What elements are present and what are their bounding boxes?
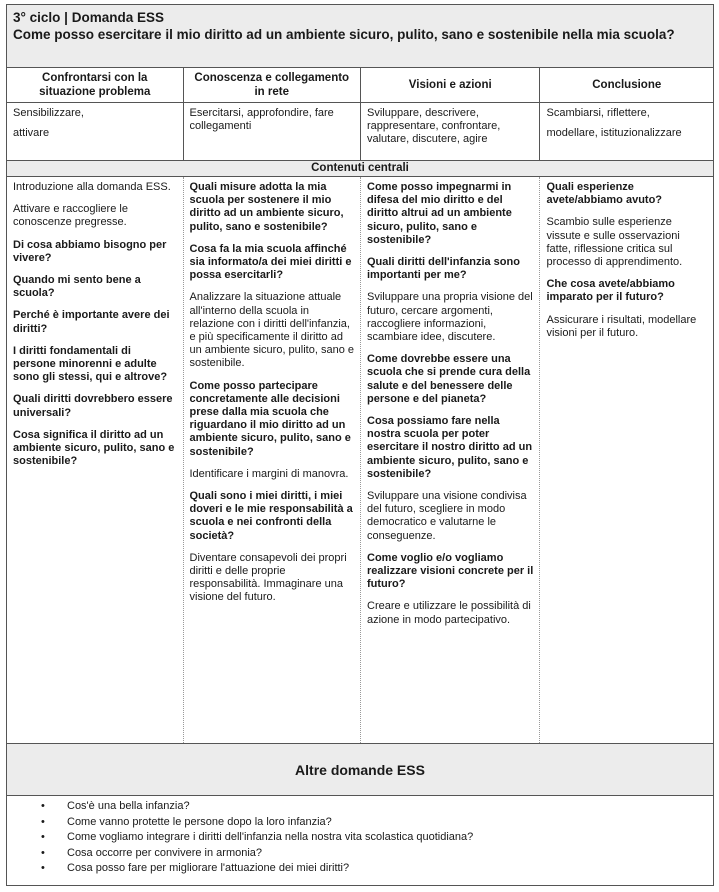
list-item (7, 799, 713, 815)
list-item-text: Cos'è una bella infanzia? (67, 800, 190, 812)
guiding-question: Come voglio e/o vogliamo realizzare visioni concrete per il futuro? (367, 551, 534, 591)
list-item-text: Cosa occorre per convivere in armonia? (67, 846, 263, 859)
content-columns (6, 177, 714, 743)
contenuti-centrali-label: Contenuti centrali (6, 161, 714, 177)
content-text: Sviluppare una visione condivisa del futuro, scegliere in modo democratico e valutarne le conseguenze. (367, 490, 527, 542)
guiding-question: Come posso impegnarmi in difesa del mio diritto e del diritto altrui ad un ambiente sicuro, pulito, sano e sostenibile? (367, 181, 512, 246)
list-item-text: Come vanno protette le persone dopo la loro infanzia? (67, 815, 332, 828)
bullet-icon: • (41, 862, 45, 875)
cycle-title: 3° ciclo | Domanda ESS (13, 10, 164, 25)
content-column-2 (184, 177, 362, 743)
phase-action-text: modellare, istituzionalizzare (546, 127, 682, 139)
content-text: Assicurare i risultati, modellare visioni per il futuro. (546, 313, 697, 339)
title-block (6, 4, 714, 67)
content-text: Scambio sulle esperienze vissute e sulle osservazioni fatte, riflessione critica sul processo di apprendimento. (546, 216, 683, 269)
content-text: Analizzare la situazione attuale all'interno della scuola in relazione con i diritti dell'infanzia, e più specificamente il diritto ad un ambiente sicuro, pulito, sano e sostenibile. (189, 291, 354, 370)
guiding-question: Quali sono i miei diritti, i miei doveri e le mie responsabilità a scuola e nei confronti della società? (189, 490, 353, 542)
phase-actions-2 (184, 103, 362, 160)
phase-action-text: Sensibilizzare, (13, 107, 84, 119)
phase-actions-row (6, 103, 714, 161)
phase-title-2: Conoscenza e collegamento in rete (184, 68, 362, 102)
altre-domande-list (6, 796, 714, 886)
ess-question: Come posso esercitare il mio diritto ad un ambiente sicuro, pulito, sano e sostenibile nella mia scuola? (13, 27, 675, 42)
guiding-question: Di cosa abbiamo bisogno per vivere? (13, 238, 167, 264)
guiding-question: Come dovrebbe essere una scuola che si prende cura della salute e del benessere delle persone e del pianeta? (367, 353, 531, 405)
guiding-question: Che cosa avete/abbiamo imparato per il futuro? (546, 278, 675, 304)
bullet-icon: • (41, 831, 45, 844)
list-item (7, 830, 713, 846)
guiding-question: Quali diritti dovrebbero essere universali? (13, 393, 173, 419)
guiding-question: Cosa possiamo fare nella nostra scuola per poter esercitare il nostro diritto ad un ambiente sicuro, pulito, sano e sostenibile? (367, 415, 533, 480)
phase-action-text: Esercitarsi, approfondire, fare collegamenti (189, 107, 334, 132)
phase-title-1: Confrontarsi con la situazione problema (7, 68, 184, 102)
guiding-question: Quali esperienze avete/abbiamo avuto? (546, 181, 663, 207)
phase-action-text: Sviluppare, descrivere, rappresentare, confrontare, valutare, discutere, agire (367, 107, 501, 145)
content-column-4 (540, 177, 713, 743)
list-item-text: Cosa posso fare per migliorare l'attuazione dei miei diritti? (67, 862, 350, 875)
guiding-question: I diritti fondamentali di persone minorenni e adulte sono gli stessi, qui e altrove? (13, 344, 168, 384)
phase-actions-4 (540, 103, 713, 160)
phase-actions-3 (361, 103, 540, 160)
content-text: Sviluppare una propria visione del futuro, cercare argomenti, raccogliere informazioni, scambiare idee, discutere. (367, 291, 533, 344)
guiding-question: Perché è importante avere dei diritti? (13, 309, 170, 335)
content-text: Diventare consapevoli dei propri diritti e delle proprie responsabilità. Immaginare una visione del futuro. (189, 551, 347, 604)
phase-title-4: Conclusione (592, 79, 662, 91)
content-text: Identificare i margini di manovra. (189, 467, 349, 480)
guiding-question: Quali diritti dell'infanzia sono importanti per me? (367, 256, 520, 282)
guiding-question: Quando mi sento bene a scuola? (13, 274, 141, 300)
list-item (7, 815, 713, 831)
bullet-icon: • (41, 800, 45, 812)
phase-header-row (6, 67, 714, 103)
list-item-text: Come vogliamo integrare i diritti dell'infanzia nella nostra vita scolastica quotidiana? (67, 831, 474, 844)
phase-title-3: Visioni e azioni (361, 68, 540, 102)
content-text: Creare e utilizzare le possibilità di azione in modo partecipativo. (367, 600, 531, 626)
guiding-question: Come posso partecipare concretamente alle decisioni prese dalla mia scuola che riguardano il mio diritto ad un ambiente sicuro, pulito, sano e sostenibile? (189, 379, 351, 458)
content-column-1 (7, 177, 184, 743)
list-item (7, 846, 713, 862)
content-column-3 (361, 177, 540, 743)
phase-actions-1 (7, 103, 184, 160)
list-item (7, 861, 713, 877)
content-text: Introduzione alla domanda ESS. (13, 181, 171, 193)
altre-domande-title: Altre domande ESS (6, 743, 714, 796)
content-text: Attivare e raccogliere le conoscenze pregresse. (13, 203, 128, 229)
bullet-icon: • (41, 846, 45, 859)
guiding-question: Cosa fa la mia scuola affinché sia informato/a dei miei diritti e possa esercitarli? (189, 242, 352, 282)
guiding-question: Quali misure adotta la mia scuola per sostenere il mio diritto ad un ambiente sicuro, pulito, sano e sostenibile? (189, 181, 344, 233)
phase-action-text: attivare (13, 127, 50, 139)
guiding-question: Cosa significa il diritto ad un ambiente sicuro, pulito, sano e sostenibile? (13, 428, 175, 468)
phase-action-text: Scambiarsi, riflettere, (546, 107, 650, 119)
bullet-icon: • (41, 815, 45, 828)
